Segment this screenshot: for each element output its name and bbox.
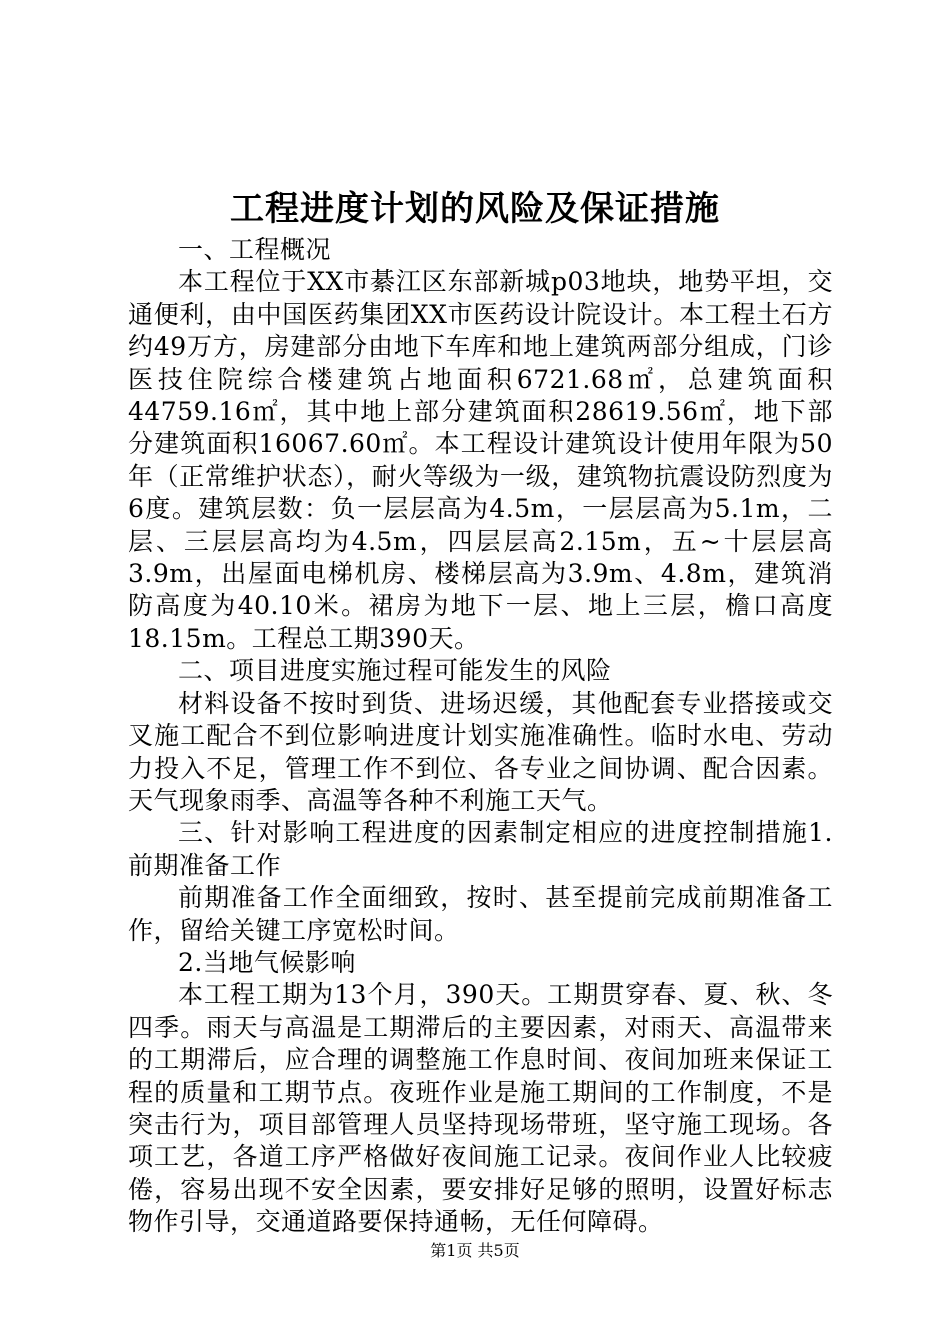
section-heading-risks: 二、项目进度实施过程可能发生的风险 — [178, 656, 612, 686]
section-heading-overview: 一、工程概况 — [178, 235, 332, 264]
section-heading-measures: 三、针对影响工程进度的因素制定相应的进度控制措施1.前期准备工作 — [128, 818, 833, 880]
paragraph-climate: 本工程工期为13个月，390天。工期贯穿春、夏、秋、冬四季。雨天与高温是工期滞后的主要因素，对雨天、高温带来的工期滞后，应合理的调整施工作息时间、夜间加班来保证工程的质量和工期节点。夜班作业是施工期间的工作制度，不是突击行为，项目部管理人员坚持现场带班，坚守施工现场。各项工艺，各道工序严格做好夜间施工记录。夜间作业人比较疲倦，容易出现不安全因素，要安排好足够的照明，设置好标志物作引导，交通道路要保持通畅，无任何障碍。 — [128, 980, 833, 1237]
document-body — [128, 234, 833, 1239]
paragraph-preparation: 前期准备工作全面细致，按时、甚至提前完成前期准备工作，留给关键工序宽松时间。 — [128, 883, 833, 945]
document-title: 工程进度计划的风险及保证措施 — [230, 189, 720, 229]
paragraph-overview: 本工程位于XX市綦江区东部新城p03地块，地势平坦，交通便利，由中国医药集团XX市医药设计院设计。本工程土石方约49万方，房建部分由地下车库和地上建筑两部分组成，门诊医技住院综合楼建筑占地面积6721.68㎡，总建筑面积44759.16㎡，其中地上部分建筑面积28619.56㎡，地下部分建筑面积16067.60㎡。本工程设计建筑设计使用年限为50年（正常维护状态），耐火等级为一级，建筑物抗震设防烈度为6度。建筑层数：负一层层高为4.5m，一层层高为5.1m，二层、三层层高均为4.5m，四层层高2.15m，五~十层层高3.9m，出屋面电梯机房、楼梯层高为3.9m、4.8m，建筑消防高度为40.10米。裙房为地下一层、地上三层，檐口高度18.15m。工程总工期390天。 — [128, 267, 833, 653]
paragraph-risks: 材料设备不按时到货、进场迟缓，其他配套专业搭接或交叉施工配合不到位影响进度计划实施准确性。临时水电、劳动力投入不足，管理工作不到位、各专业之间协调、配合因素。天气现象雨季、高温等各种不利施工天气。 — [128, 688, 833, 815]
subsection-heading-climate: 2.当地气候影响 — [178, 947, 356, 977]
page-footer: 第1页 共5页 — [430, 1241, 520, 1260]
